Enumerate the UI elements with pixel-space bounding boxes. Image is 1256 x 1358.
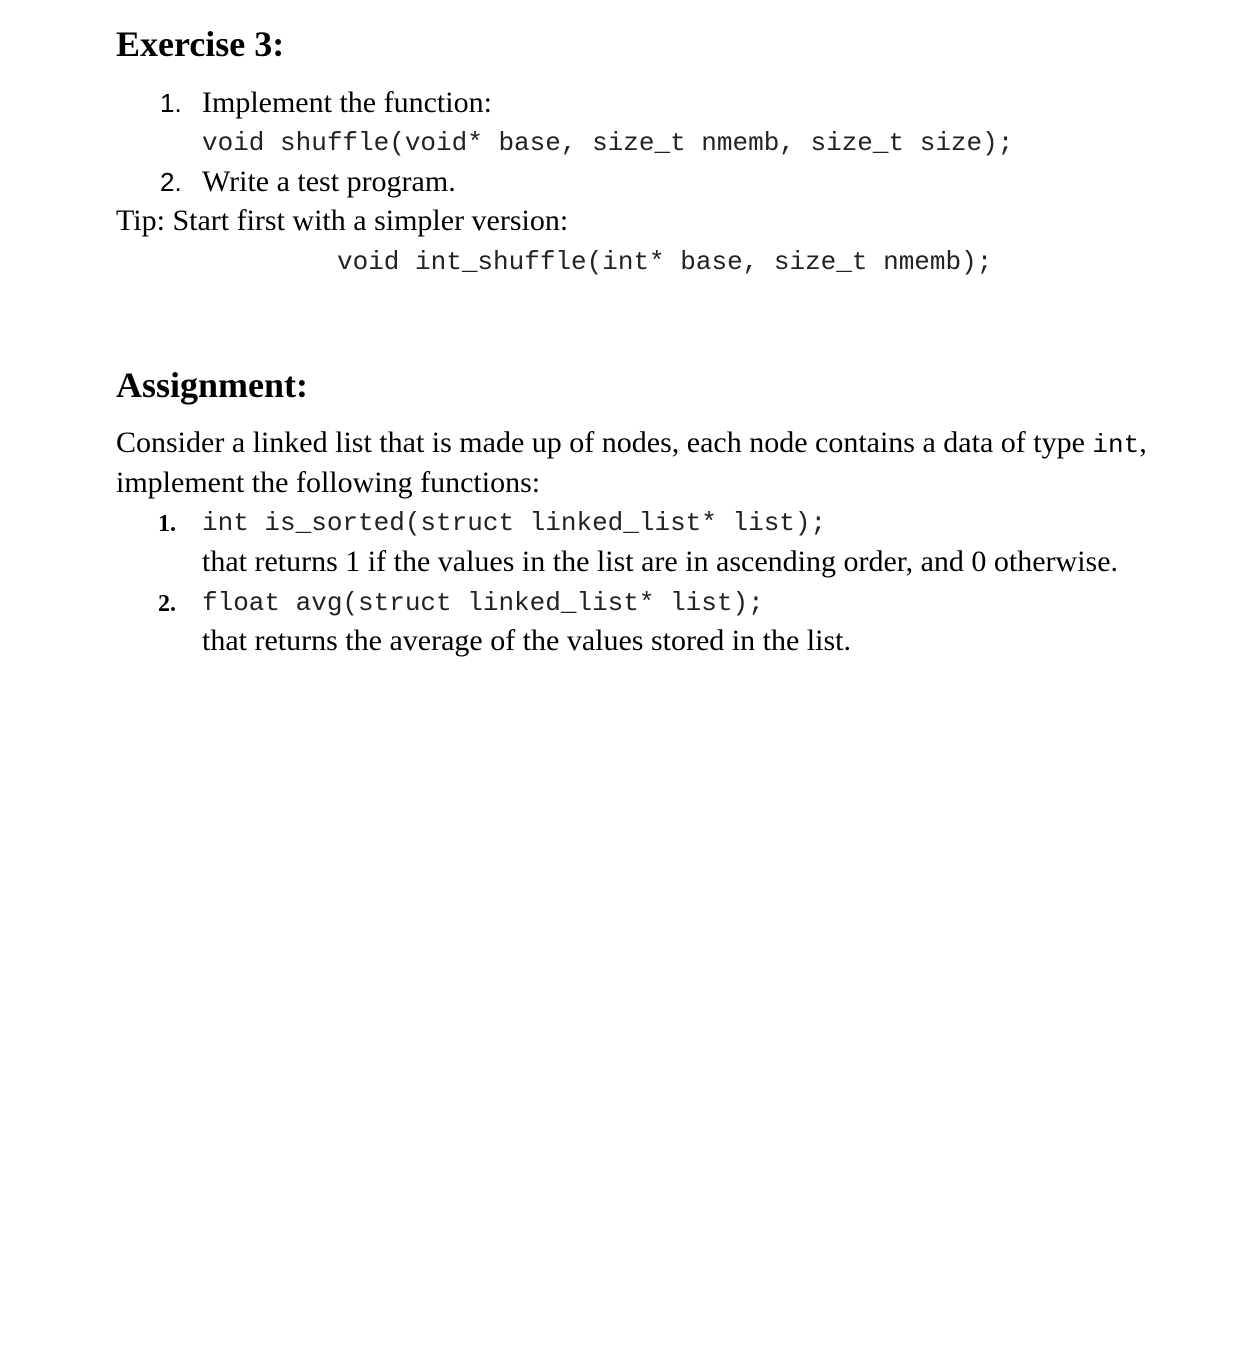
tip-code: void int_shuffle(int* base, size_t nmemb);: [337, 247, 993, 277]
assignment-intro-code: int: [1092, 430, 1140, 460]
assignment-item-2-number: 2.: [158, 591, 176, 617]
exercise-item-1-code: void shuffle(void* base, size_t nmemb, size_t size);: [202, 128, 1014, 158]
exercise-item-1-number: 1.: [160, 88, 182, 118]
assignment-item-1-code: int is_sorted(struct linked_list* list);: [202, 508, 827, 538]
exercise-title: Exercise 3:: [116, 24, 285, 64]
assignment-item-2-desc: that returns the average of the values stored in the list.: [202, 624, 851, 657]
exercise-item-1-text: Implement the function:: [202, 86, 492, 119]
assignment-item-2-code: float avg(struct linked_list* list);: [202, 588, 764, 618]
assignment-intro-line-2: implement the following functions:: [116, 466, 541, 499]
assignment-item-1-number: 1.: [158, 511, 176, 537]
assignment-intro-comma: ,: [1139, 426, 1147, 459]
exercise-item-2-text: Write a test program.: [202, 165, 456, 198]
exercise-item-2-number: 2.: [160, 167, 182, 197]
assignment-title: Assignment:: [116, 365, 309, 405]
assignment-intro-text: Consider a linked list that is made up of nodes, each node contains a data of type: [116, 426, 1085, 459]
assignment-intro-line-1: [116, 428, 1147, 458]
tip-text: Tip: Start first with a simpler version:: [116, 204, 569, 237]
assignment-item-1-desc: that returns 1 if the values in the list are in ascending order, and 0 otherwise.: [202, 545, 1119, 578]
